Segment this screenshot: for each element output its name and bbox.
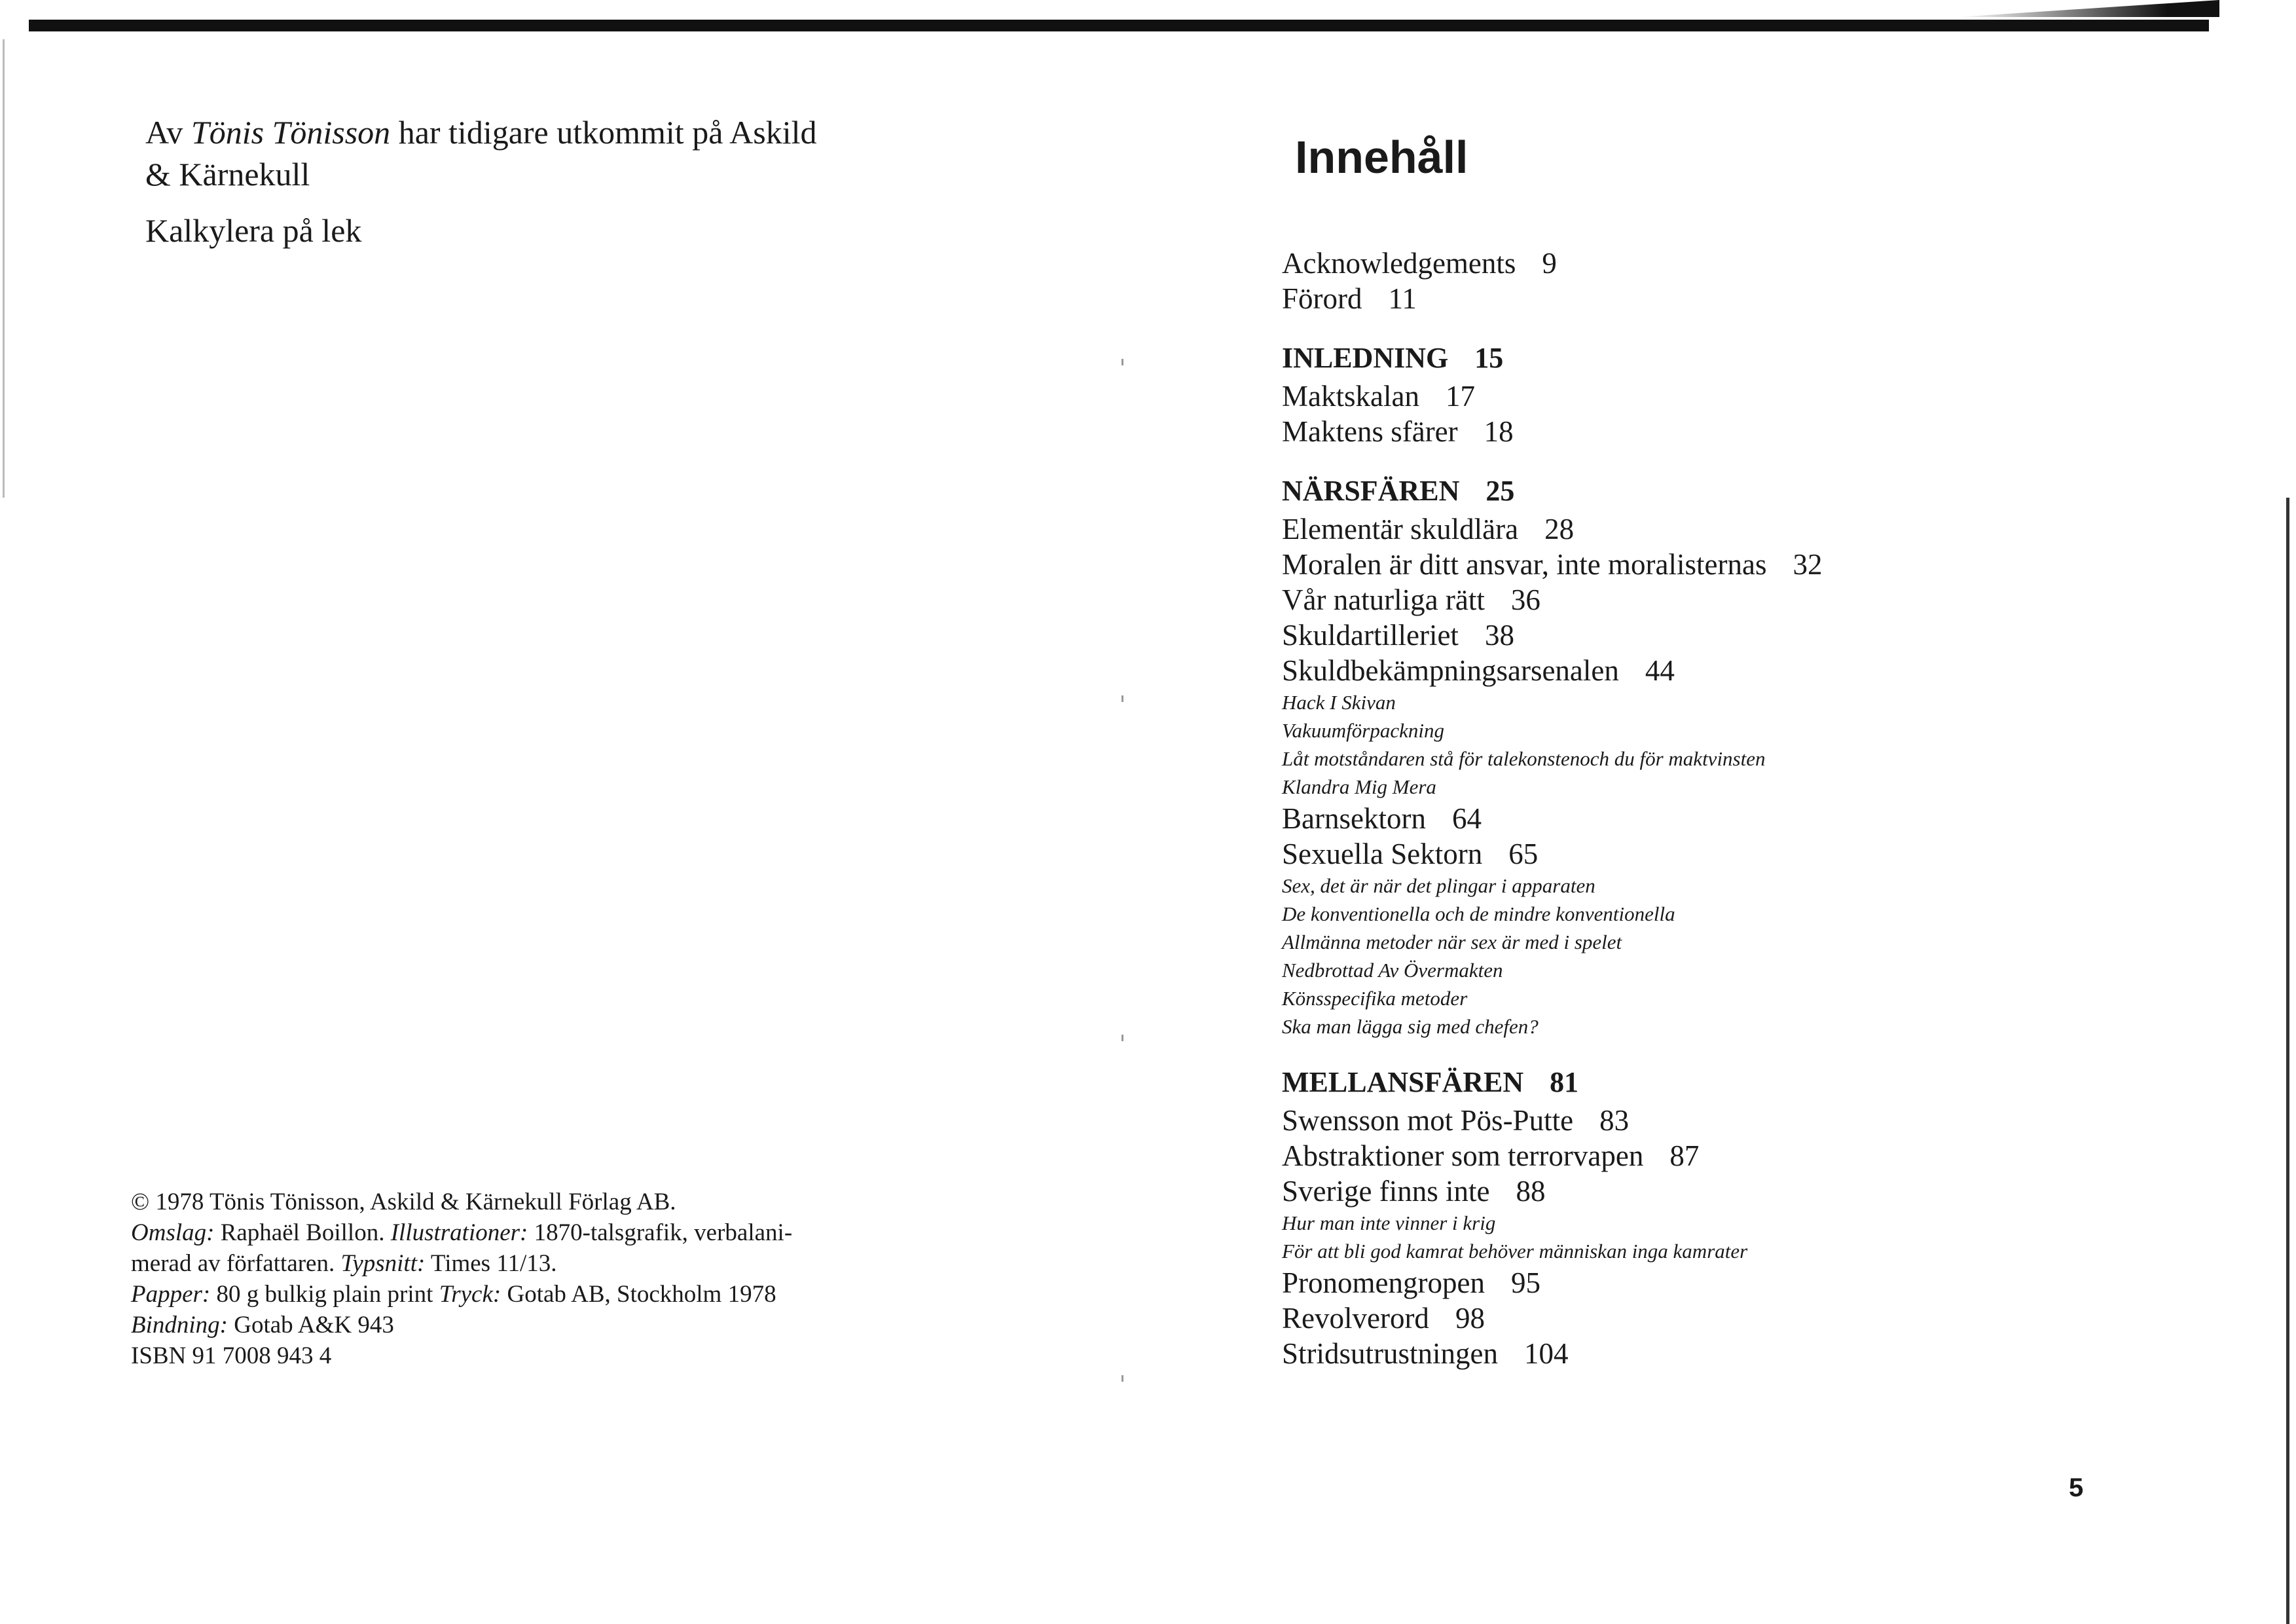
toc-entry [1282, 378, 2264, 414]
bindning-value: Gotab A&K 943 [227, 1312, 394, 1338]
toc-entry [1282, 246, 2264, 281]
toc-entry-title: Könsspecifika metoder [1282, 987, 1468, 1010]
toc-entry-title: Swensson mot Pös-Putte [1282, 1104, 1574, 1137]
toc-subentry [1282, 1012, 2264, 1041]
toc-subentry [1282, 900, 2264, 928]
toc-entry-title: Klandra Mig Mera [1282, 775, 1436, 798]
toc-subentry [1282, 1237, 2264, 1265]
illustrationer-value: 1870-talsgrafik, verbalani- [528, 1219, 793, 1246]
toc-entry-title: Pronomengropen [1282, 1266, 1485, 1299]
gutter-mark [1121, 1035, 1123, 1041]
toc-entry [1282, 1265, 2264, 1301]
top-rule-tail [1958, 0, 2219, 17]
toc-entry-page: 88 [1516, 1175, 1546, 1208]
toc-entry-title: Nedbrottad Av Övermakten [1282, 959, 1503, 982]
toc-entry-title: NÄRSFÄREN [1282, 475, 1460, 507]
author-name: Tönis Tönisson [191, 114, 391, 151]
toc-entry-page: 83 [1599, 1104, 1630, 1137]
previous-works-line [145, 111, 996, 153]
toc-entry-title: INLEDNING [1282, 342, 1449, 374]
typsnitt-value: Times 11/13. [425, 1250, 557, 1277]
illustration-continuation: merad av författaren. [131, 1250, 341, 1277]
previous-works [145, 111, 996, 251]
toc-group [1282, 1065, 2264, 1371]
toc-entry-page: 32 [1793, 548, 1823, 581]
toc-entry-title: Stridsutrustningen [1282, 1337, 1499, 1370]
toc-entry-title: Ska man lägga sig med chefen? [1282, 1015, 1539, 1038]
toc-entry [1282, 414, 2264, 449]
gutter-mark [1121, 695, 1123, 702]
toc-entry [1282, 1173, 2264, 1209]
toc-entry [1282, 582, 2264, 618]
gutter-mark [1121, 1375, 1123, 1382]
toc-entry [1282, 1336, 2264, 1371]
toc-entry-page: 98 [1455, 1302, 1485, 1335]
papper-label: Papper: [131, 1281, 211, 1308]
toc-entry-page: 28 [1544, 513, 1575, 545]
illustrationer-label: Illustrationer: [390, 1219, 528, 1246]
toc-entry [1282, 653, 2264, 688]
toc-entry-title: Abstraktioner som terrorvapen [1282, 1139, 1644, 1172]
toc-entry-page: 36 [1510, 583, 1540, 616]
toc-section-heading [1282, 1065, 2264, 1100]
toc-subentry [1282, 984, 2264, 1012]
toc-entry-page: 15 [1474, 342, 1504, 374]
toc-entry-title: Låt motståndaren stå för talekonstenoch du för maktvinsten [1282, 747, 1766, 770]
toc-subentry [1282, 773, 2264, 801]
toc-entry [1282, 801, 2264, 836]
toc-subentry [1282, 688, 2264, 716]
previous-book-title: Kalkylera på lek [145, 212, 362, 249]
copyright-line: © 1978 Tönis Tönisson, Askild & Kärnekull Förlag AB. [131, 1189, 676, 1215]
toc-entry-page: 17 [1445, 380, 1475, 413]
gutter-mark [1121, 359, 1123, 365]
toc-entry-page: 65 [1508, 838, 1539, 870]
toc-entry-title: De konventionella och de mindre konventionella [1282, 902, 1675, 925]
toc-entry [1282, 618, 2264, 653]
toc-subentry [1282, 745, 2264, 773]
toc-entry-page: 81 [1550, 1066, 1579, 1098]
intro-suffix: har tidigare utkommit på Askild [390, 114, 817, 151]
bindning-label: Bindning: [131, 1312, 228, 1338]
toc-entry-page: 44 [1645, 654, 1675, 687]
toc-subentry [1282, 872, 2264, 900]
publisher-line: & Kärnekull [145, 156, 310, 193]
toc-entry-title: Maktens sfärer [1282, 415, 1458, 448]
toc-entry-page: 104 [1524, 1337, 1569, 1370]
toc-section-heading [1282, 341, 2264, 376]
toc-entry-title: Hur man inte vinner i krig [1282, 1211, 1496, 1234]
colophon [131, 1187, 982, 1371]
toc-entry-page: 18 [1484, 415, 1514, 448]
toc-entry-page: 38 [1484, 619, 1514, 652]
toc-entry [1282, 281, 2264, 316]
paper-print-line [131, 1279, 982, 1310]
toc-entry [1282, 511, 2264, 547]
intro-prefix: Av [145, 114, 191, 151]
toc-entry-title: Skuldartilleriet [1282, 619, 1459, 652]
toc-entry-title: Acknowledgements [1282, 247, 1516, 280]
toc-entry-title: Moralen är ditt ansvar, inte moralisternas [1282, 548, 1767, 581]
toc-entry [1282, 1103, 2264, 1138]
table-of-contents [1282, 246, 2264, 1395]
credits-line [131, 1217, 982, 1248]
toc-subentry [1282, 928, 2264, 956]
toc-entry-title: Sverige finns inte [1282, 1175, 1490, 1208]
toc-entry-title: För att bli god kamrat behöver människan inga kamrater [1282, 1240, 1748, 1263]
toc-entry-title: Barnsektorn [1282, 802, 1426, 835]
typsnitt-label: Typsnitt: [340, 1250, 426, 1277]
toc-entry [1282, 836, 2264, 872]
papper-value: 80 g bulkig plain print [210, 1281, 439, 1308]
toc-group [1282, 341, 2264, 449]
toc-entry-title: Sexuella Sektorn [1282, 838, 1483, 870]
toc-subentry [1282, 716, 2264, 745]
toc-heading: Innehåll [1295, 132, 1468, 183]
toc-entry-page: 95 [1510, 1266, 1540, 1299]
page-number: 5 [2069, 1473, 2084, 1502]
toc-entry-title: Hack I Skivan [1282, 691, 1396, 714]
toc-entry-page: 9 [1542, 247, 1557, 280]
toc-entry-title: Skuldbekämpningsarsenalen [1282, 654, 1619, 687]
toc-entry-page: 25 [1485, 475, 1515, 507]
tryck-label: Tryck: [439, 1281, 501, 1308]
toc-section-heading [1282, 473, 2264, 509]
toc-entry-title: Elementär skuldlära [1282, 513, 1519, 545]
toc-entry [1282, 1138, 2264, 1173]
tryck-value: Gotab AB, Stockholm 1978 [501, 1281, 776, 1308]
toc-subentry [1282, 956, 2264, 984]
top-rule [29, 20, 2209, 31]
omslag-value: Raphaël Boillon. [214, 1219, 391, 1246]
right-scan-edge [2286, 498, 2289, 1624]
toc-entry-title: Vakuumförpackning [1282, 719, 1444, 742]
left-scan-edge [3, 39, 5, 498]
toc-group [1282, 246, 2264, 316]
binding-line [131, 1310, 982, 1340]
toc-entry-title: Revolverord [1282, 1302, 1429, 1335]
toc-entry-page: 64 [1451, 802, 1482, 835]
toc-group [1282, 473, 2264, 1041]
toc-entry-title: Förord [1282, 282, 1362, 315]
toc-entry-page: 87 [1669, 1139, 1700, 1172]
typeface-line [131, 1248, 982, 1279]
toc-entry [1282, 547, 2264, 582]
toc-entry [1282, 1301, 2264, 1336]
toc-subentry [1282, 1209, 2264, 1237]
toc-entry-title: Maktskalan [1282, 380, 1419, 413]
toc-entry-title: MELLANSFÄREN [1282, 1066, 1524, 1098]
toc-entry-page: 11 [1388, 282, 1417, 315]
isbn-line: ISBN 91 7008 943 4 [131, 1342, 332, 1369]
toc-entry-title: Sex, det är när det plingar i apparaten [1282, 874, 1595, 897]
toc-entry-title: Vår naturliga rätt [1282, 583, 1485, 616]
toc-entry-title: Allmänna metoder när sex är med i spelet [1282, 931, 1622, 953]
omslag-label: Omslag: [131, 1219, 215, 1246]
